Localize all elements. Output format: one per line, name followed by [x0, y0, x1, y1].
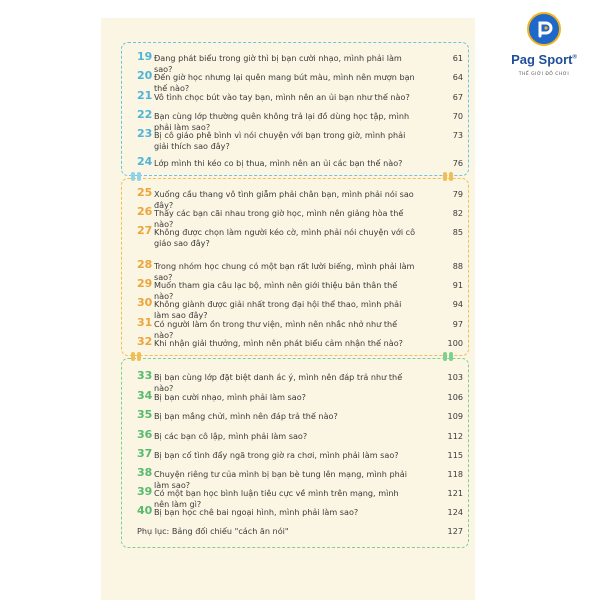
entry-title: Không được chọn làm người kéo cờ, mình phải nói chuyện với cô giáo sao đây? [154, 227, 416, 248]
entry-number: 22 [137, 108, 153, 121]
entry-number: 21 [137, 89, 153, 102]
entry-number: 20 [137, 69, 153, 82]
entry-number: 26 [137, 205, 153, 218]
entry-title: Chuyện riêng tư của mình bị bạn bè tung lên mạng, mình phải làm sao? [154, 469, 407, 490]
entry-page: 94 [452, 299, 463, 309]
entry-page: 112 [447, 431, 463, 441]
entry-title: Bị bạn học chê bai ngoại hình, mình phải làm sao? [154, 507, 359, 517]
entry-number: 35 [137, 408, 153, 421]
entry-number: 36 [137, 428, 153, 441]
entry-title: Bị cô giáo phê bình vì nói chuyện với bạn trong giờ, mình phải giải thích sao đây? [154, 130, 406, 151]
entry-page: 115 [447, 450, 463, 460]
entry-number: 28 [137, 258, 153, 271]
entry-title: Đến giờ học nhưng lại quên mang bút màu, mình nên mượn bạn thế nào? [154, 72, 415, 93]
entry-number: 30 [137, 296, 153, 309]
entry-number: 32 [137, 335, 153, 348]
entry-title: Bị bạn cười nhạo, mình phải làm sao? [154, 392, 306, 402]
clip-decoration [443, 352, 447, 361]
clip-decoration [449, 352, 453, 361]
entry-number: 24 [137, 155, 153, 168]
logo-mark-icon [527, 12, 561, 46]
entry-title: Xuống cầu thang vô tình giẫm phải chân bạn, mình phải nói sao đây? [154, 189, 414, 210]
entry-page: 91 [452, 280, 463, 290]
entry-page: 109 [447, 411, 463, 421]
entry-page: 85 [452, 227, 463, 237]
entry-title: Có người làm ồn trong thư viện, mình nên nhắc nhở như thế nào? [154, 319, 398, 340]
entry-title: Khi nhận giải thưởng, mình nên phát biểu cảm nhận thế nào? [154, 338, 403, 348]
registered-mark: ® [572, 54, 577, 61]
brand-name [494, 52, 594, 67]
entry-title: Có một bạn học bình luận tiêu cực về mình trên mạng, mình nên làm gì? [154, 488, 399, 509]
entry-title: Không giành được giải nhất trong đại hội thể thao, mình phải làm sao đây? [154, 299, 402, 320]
entry-title: Thấy các bạn cãi nhau trong giờ học, mình nên giảng hòa thế nào? [154, 208, 404, 229]
entry-number: 29 [137, 277, 153, 290]
entry-page: 118 [447, 469, 463, 479]
clip-decoration [443, 172, 447, 181]
appendix-page: 127 [447, 526, 463, 536]
entry-page: 82 [452, 208, 463, 218]
clip-decoration [131, 172, 135, 181]
entry-title: Bị bạn mắng chửi, mình nên đáp trả thế nào? [154, 411, 338, 421]
entry-page: 100 [447, 338, 463, 348]
entry-title: Bị bạn cố tình đẩy ngã trong giờ ra chơi, mình phải làm sao? [154, 450, 399, 460]
entry-number: 34 [137, 389, 153, 402]
entry-page: 106 [447, 392, 463, 402]
entry-title: Vô tình chọc bút vào tay bạn, mình nên an ủi bạn như thế nào? [154, 92, 410, 102]
appendix-entry[interactable] [137, 526, 463, 536]
entry-title: Đang phát biểu trong giờ thì bị bạn cười nhạo, mình phải làm sao? [154, 53, 402, 74]
entry-number: 23 [137, 127, 153, 140]
entry-number: 40 [137, 504, 153, 517]
entry-page: 67 [452, 92, 463, 102]
brand-text: Pag Sport [511, 52, 573, 67]
clip-decoration [137, 352, 141, 361]
entry-number: 39 [137, 485, 153, 498]
entry-number: 31 [137, 316, 153, 329]
entry-number: 27 [137, 224, 153, 237]
entry-page: 79 [452, 189, 463, 199]
appendix-title: Phụ lục: Bảng đối chiếu "cách ăn nói" [137, 526, 289, 536]
entry-page: 124 [447, 507, 463, 517]
entry-page: 97 [452, 319, 463, 329]
entry-title: Trong nhóm học chung có một bạn rất lười biếng, mình phải làm sao? [154, 261, 415, 282]
entry-page: 103 [447, 372, 463, 382]
clip-decoration [131, 352, 135, 361]
clip-decoration [137, 172, 141, 181]
entry-title: Muốn tham gia câu lạc bộ, mình nên giới thiệu bản thân thế nào? [154, 280, 398, 301]
entry-page: 121 [447, 488, 463, 498]
entry-number: 37 [137, 447, 153, 460]
entry-page: 76 [452, 158, 463, 168]
entry-page: 61 [452, 53, 463, 63]
entry-title: Bị bạn cùng lớp đặt biệt danh ác ý, mình nên đáp trả như thế nào? [154, 372, 403, 393]
pag-sport-logo [494, 12, 594, 92]
entry-page: 73 [452, 130, 463, 140]
entry-title: Lớp mình thi kéo co bị thua, mình nên an ủi các bạn thế nào? [154, 158, 403, 168]
entry-page: 64 [452, 72, 463, 82]
entry-number: 33 [137, 369, 153, 382]
entry-number: 38 [137, 466, 153, 479]
entry-number: 25 [137, 186, 153, 199]
brand-tagline: THẾ GIỚI ĐỒ CHƠI [518, 72, 570, 77]
entry-page: 70 [452, 111, 463, 121]
clip-decoration [449, 172, 453, 181]
entry-title: Bị các bạn cô lập, mình phải làm sao? [154, 431, 308, 441]
entry-title: Bạn cùng lớp thường quên không trả lại đồ dùng học tập, mình phải làm sao? [154, 111, 410, 132]
entry-number: 19 [137, 50, 153, 63]
entry-page: 88 [452, 261, 463, 271]
